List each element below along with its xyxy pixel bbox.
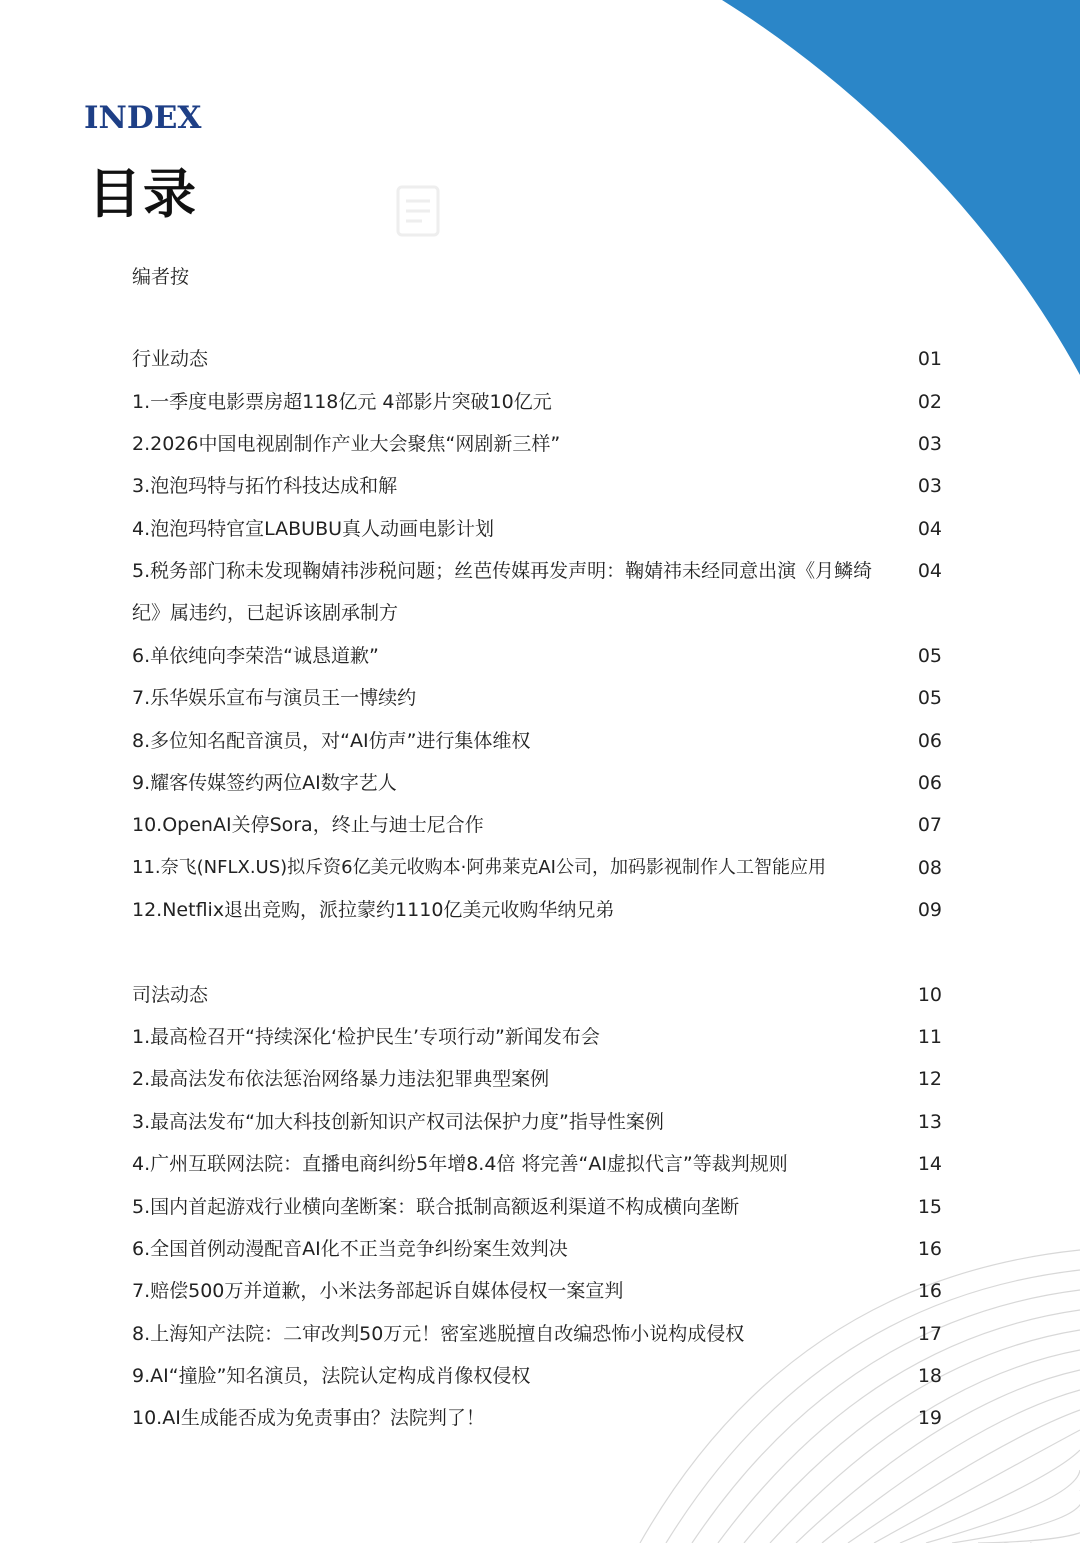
page-number: 12 [917,1068,942,1090]
toc-item-title: 12.Netflix退出竞购，派拉蒙约1110亿美元收购华纳兄弟 [132,899,615,921]
corner-arc-line [926,1470,1080,1543]
toc-item-title: 11.奈飞(NFLX.US)拟斥资6亿美元收购本·阿弗莱克AI公司，加码影视制作人工智能应用 [132,857,826,878]
toc-item[interactable] [132,641,942,671]
page-number: 04 [917,560,942,582]
toc-item[interactable] [132,1064,942,1094]
toc-item[interactable] [132,556,942,628]
toc-item[interactable] [132,683,942,713]
toc-item[interactable] [132,1403,942,1433]
page-number: 03 [917,475,942,497]
toc-item-title: 7.乐华娱乐宣布与演员王一博续约 [132,687,417,709]
toc-item[interactable] [132,1149,942,1179]
toc-item[interactable] [132,1234,942,1264]
toc-item-title: 6.全国首例动漫配音AI化不正当竞争纠纷案生效判决 [132,1238,568,1260]
toc-item-title: 7.赔偿500万并道歉，小米法务部起诉自媒体侵权一案宣判 [132,1280,624,1302]
page-number: 18 [917,1365,942,1387]
section-heading-label: 司法动态 [132,984,209,1006]
corner-arc-line [978,1510,1080,1543]
page-number: 15 [917,1196,942,1218]
page-number: 16 [917,1238,942,1260]
page-number: 13 [917,1111,942,1133]
section-heading-label: 行业动态 [132,348,209,370]
toc-item-title: 1.最高检召开“持续深化‘检护民生’专项行动”新闻发布会 [132,1026,600,1048]
toc-item-title: 8.多位知名配音演员，对“AI仿声”进行集体维权 [132,730,531,752]
toc-item[interactable] [132,1319,942,1349]
corner-arc-line [1004,1530,1080,1543]
toc-item-title: 10.AI生成能否成为免责事由？法院判了！ [132,1407,485,1429]
corner-arc-line [952,1490,1080,1543]
page-number: 06 [917,730,942,752]
toc-item[interactable] [132,768,942,798]
toc-item[interactable] [132,726,942,756]
toc-item-title: 10.OpenAI关停Sora，终止与迪士尼合作 [132,814,484,836]
page-title: 目录 [88,163,198,225]
page-number: 05 [917,687,942,709]
page-number: 17 [917,1323,942,1345]
page-number: 11 [917,1026,942,1048]
toc-item[interactable] [132,895,942,925]
toc-item-title: 9.耀客传媒签约两位AI数字艺人 [132,772,397,794]
page-number: 02 [917,391,942,413]
toc-item[interactable] [132,387,942,417]
page-number: 07 [917,814,942,836]
page-number: 04 [917,518,942,540]
toc-item-title: 9.AI“撞脸”知名演员，法院认定构成肖像权侵权 [132,1365,531,1387]
section-heading-judicial[interactable] [132,980,942,1010]
page-number: 01 [917,348,942,370]
corner-arc-line [874,1430,1080,1543]
toc-item-title: 4.广州互联网法院：直播电商纠纷5年增8.4倍 将完善“AI虚拟代言”等裁判规则 [132,1153,788,1175]
toc-item[interactable] [132,810,942,840]
toc-item-title: 3.泡泡玛特与拓竹科技达成和解 [132,475,398,497]
page-number: 06 [917,772,942,794]
foreword-entry[interactable]: 编者按 [132,266,190,288]
toc-item-title: 5.国内首起游戏行业横向垄断案：联合抵制高额返利渠道不构成横向垄断 [132,1196,740,1218]
toc-item[interactable] [132,853,942,883]
toc-item-title: 4.泡泡玛特官宣LABUBU真人动画电影计划 [132,518,495,540]
toc-item-title: 3.最高法发布“加大科技创新知识产权司法保护力度”指导性案例 [132,1111,664,1133]
section-heading-industry[interactable] [132,344,942,374]
toc-item-title: 6.单依纯向李荣浩“诚恳道歉” [132,645,379,667]
page-number: 09 [917,899,942,921]
toc-item[interactable] [132,1192,942,1222]
toc-item[interactable] [132,514,942,544]
page-number: 14 [917,1153,942,1175]
toc-item[interactable] [132,429,942,459]
page-number: 03 [917,433,942,455]
page-number: 05 [917,645,942,667]
toc-item-title: 5.税务部门称未发现鞠婧祎涉税问题；丝芭传媒再发声明：鞠婧祎未经同意出演《月鳞绮纪》属违约，已起诉该剧承制方 [132,560,873,624]
corner-blue-arc [722,0,1080,375]
corner-arc-line [796,1370,1080,1543]
page-number: 10 [917,984,942,1006]
toc-item-title: 1.一季度电影票房超118亿元 4部影片突破10亿元 [132,391,552,413]
page-number: 19 [917,1407,942,1429]
toc-item[interactable] [132,471,942,501]
page-number: 08 [917,857,942,879]
toc-item[interactable] [132,1107,942,1137]
page-number: 16 [917,1280,942,1302]
toc-item-title: 8.上海知产法院：二审改判50万元！密室逃脱擅自改编恐怖小说构成侵权 [132,1323,745,1345]
toc-item[interactable] [132,1022,942,1052]
index-label: INDEX [84,100,202,136]
toc-item[interactable] [132,1361,942,1391]
document-icon [396,185,440,237]
toc-item-title: 2.最高法发布依法惩治网络暴力违法犯罪典型案例 [132,1068,550,1090]
toc-item[interactable] [132,1276,942,1306]
toc-item-title: 2.2026中国电视剧制作产业大会聚焦“网剧新三样” [132,433,561,455]
